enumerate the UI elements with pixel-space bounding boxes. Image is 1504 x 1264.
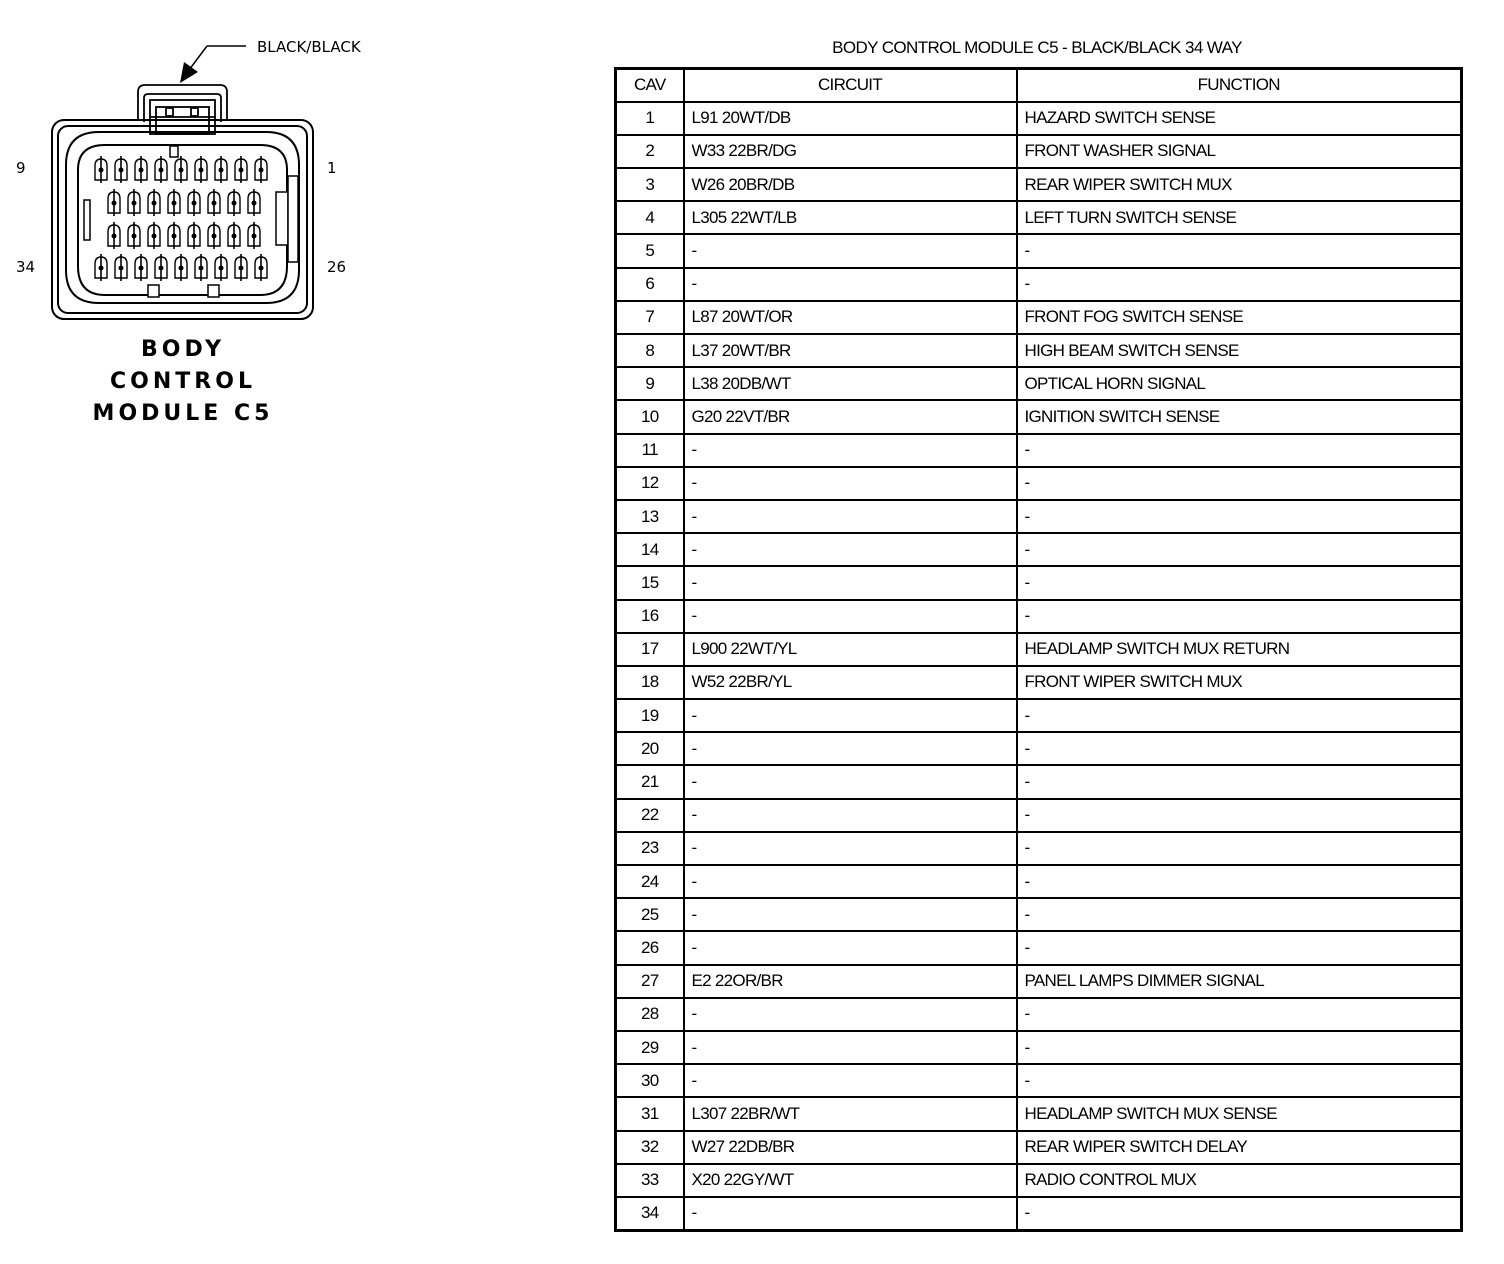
cav-cell: 23 xyxy=(616,832,684,865)
circuit-cell: L91 20WT/DB xyxy=(684,102,1017,135)
function-cell: - xyxy=(1017,1031,1462,1064)
terminal-cavity xyxy=(235,156,247,183)
function-cell: - xyxy=(1017,799,1462,832)
table-row xyxy=(616,1097,1462,1130)
cav-cell: 16 xyxy=(616,600,684,633)
pin-label-bottom-right: 26 xyxy=(327,258,347,276)
function-cell: IGNITION SWITCH SENSE xyxy=(1017,400,1462,433)
function-cell: PANEL LAMPS DIMMER SIGNAL xyxy=(1017,965,1462,998)
table-row xyxy=(616,533,1462,566)
function-cell: - xyxy=(1017,931,1462,964)
table-row xyxy=(616,865,1462,898)
cav-cell: 5 xyxy=(616,234,684,267)
table-row xyxy=(616,201,1462,234)
terminal-cavity xyxy=(195,156,207,183)
cav-cell: 20 xyxy=(616,732,684,765)
function-cell: LEFT TURN SWITCH SENSE xyxy=(1017,201,1462,234)
cav-cell: 10 xyxy=(616,400,684,433)
terminal-cavity xyxy=(168,189,180,216)
callout-arrow-shaft xyxy=(189,46,207,70)
cav-cell: 30 xyxy=(616,1064,684,1097)
circuit-cell: L38 20DB/WT xyxy=(684,367,1017,400)
function-cell: - xyxy=(1017,268,1462,301)
circuit-cell: L87 20WT/OR xyxy=(684,301,1017,334)
terminal-cavity xyxy=(188,189,200,216)
cav-cell: 6 xyxy=(616,268,684,301)
circuit-cell: - xyxy=(684,434,1017,467)
cav-cell: 19 xyxy=(616,699,684,732)
cav-cell: 28 xyxy=(616,998,684,1031)
color-callout-label: BLACK/BLACK xyxy=(257,38,361,56)
terminal-cavity xyxy=(255,156,267,183)
function-cell: REAR WIPER SWITCH MUX xyxy=(1017,168,1462,201)
circuit-cell: - xyxy=(684,799,1017,832)
cav-cell: 18 xyxy=(616,666,684,699)
connector-title xyxy=(60,334,306,430)
pin-label-top-right: 1 xyxy=(327,159,337,177)
circuit-cell: W33 22BR/DG xyxy=(684,135,1017,168)
circuit-cell: W26 20BR/DB xyxy=(684,168,1017,201)
cav-cell: 31 xyxy=(616,1097,684,1130)
table-row xyxy=(616,135,1462,168)
circuit-cell: - xyxy=(684,699,1017,732)
function-cell: HEADLAMP SWITCH MUX SENSE xyxy=(1017,1097,1462,1130)
table-row xyxy=(616,1031,1462,1064)
circuit-cell: L37 20WT/BR xyxy=(684,334,1017,367)
terminal-cavity xyxy=(188,222,200,249)
table-row xyxy=(616,301,1462,334)
table-row xyxy=(616,666,1462,699)
table-row xyxy=(616,765,1462,798)
function-cell: - xyxy=(1017,865,1462,898)
function-cell: - xyxy=(1017,467,1462,500)
table-row xyxy=(616,168,1462,201)
circuit-cell: G20 22VT/BR xyxy=(684,400,1017,433)
terminal-cavity xyxy=(175,156,187,183)
table-row xyxy=(616,1131,1462,1164)
cav-cell: 24 xyxy=(616,865,684,898)
circuit-cell: - xyxy=(684,765,1017,798)
callout-arrowhead xyxy=(180,62,198,83)
cav-cell: 33 xyxy=(616,1164,684,1197)
terminal-cavity xyxy=(115,156,127,183)
circuit-cell: - xyxy=(684,467,1017,500)
terminal-cavity xyxy=(215,156,227,183)
table-row xyxy=(616,400,1462,433)
function-cell: - xyxy=(1017,500,1462,533)
terminal-cavity xyxy=(248,222,260,249)
cav-cell: 34 xyxy=(616,1197,684,1230)
column-header-cav: CAV xyxy=(616,69,684,102)
function-cell: - xyxy=(1017,998,1462,1031)
pinout-table xyxy=(614,67,1463,1232)
terminal-cavity-grid xyxy=(95,156,267,281)
function-cell: - xyxy=(1017,1064,1462,1097)
circuit-cell: - xyxy=(684,533,1017,566)
terminal-cavity xyxy=(168,222,180,249)
terminal-cavity xyxy=(148,222,160,249)
function-cell: - xyxy=(1017,434,1462,467)
function-cell: RADIO CONTROL MUX xyxy=(1017,1164,1462,1197)
terminal-cavity xyxy=(235,254,247,281)
circuit-cell: - xyxy=(684,1031,1017,1064)
cav-cell: 29 xyxy=(616,1031,684,1064)
circuit-cell: - xyxy=(684,1064,1017,1097)
table-row xyxy=(616,998,1462,1031)
function-cell: FRONT WASHER SIGNAL xyxy=(1017,135,1462,168)
circuit-cell: - xyxy=(684,234,1017,267)
cav-cell: 17 xyxy=(616,633,684,666)
circuit-cell: L900 22WT/YL xyxy=(684,633,1017,666)
circuit-cell: - xyxy=(684,566,1017,599)
column-header-circuit: CIRCUIT xyxy=(684,69,1017,102)
table-row xyxy=(616,367,1462,400)
circuit-cell: - xyxy=(684,931,1017,964)
table-row xyxy=(616,334,1462,367)
function-cell: FRONT WIPER SWITCH MUX xyxy=(1017,666,1462,699)
table-row xyxy=(616,600,1462,633)
terminal-cavity xyxy=(128,222,140,249)
terminal-cavity xyxy=(175,254,187,281)
terminal-cavity xyxy=(155,254,167,281)
column-header-function: FUNCTION xyxy=(1017,69,1462,102)
terminal-cavity xyxy=(115,254,127,281)
circuit-cell: E2 22OR/BR xyxy=(684,965,1017,998)
circuit-cell: - xyxy=(684,732,1017,765)
circuit-cell: - xyxy=(684,898,1017,931)
connector-title-line: BODY xyxy=(140,337,226,362)
circuit-cell: - xyxy=(684,998,1017,1031)
terminal-cavity xyxy=(195,254,207,281)
table-row xyxy=(616,434,1462,467)
terminal-cavity xyxy=(208,189,220,216)
table-row xyxy=(616,102,1462,135)
table-row xyxy=(616,898,1462,931)
circuit-cell: L307 22BR/WT xyxy=(684,1097,1017,1130)
function-cell: - xyxy=(1017,234,1462,267)
cav-cell: 21 xyxy=(616,765,684,798)
table-row xyxy=(616,931,1462,964)
table-row xyxy=(616,1064,1462,1097)
circuit-cell: - xyxy=(684,832,1017,865)
cav-cell: 26 xyxy=(616,931,684,964)
table-row xyxy=(616,467,1462,500)
connector-housing xyxy=(52,120,313,319)
terminal-cavity xyxy=(108,222,120,249)
table-row xyxy=(616,799,1462,832)
table-row xyxy=(616,1197,1462,1230)
table-row xyxy=(616,1164,1462,1197)
table-row xyxy=(616,268,1462,301)
terminal-cavity xyxy=(255,254,267,281)
function-cell: HEADLAMP SWITCH MUX RETURN xyxy=(1017,633,1462,666)
function-cell: HIGH BEAM SWITCH SENSE xyxy=(1017,334,1462,367)
table-row xyxy=(616,732,1462,765)
circuit-cell: X20 22GY/WT xyxy=(684,1164,1017,1197)
function-cell: - xyxy=(1017,533,1462,566)
cav-cell: 14 xyxy=(616,533,684,566)
connector-title-line: MODULE C5 xyxy=(92,401,274,426)
circuit-cell: - xyxy=(684,600,1017,633)
circuit-cell: - xyxy=(684,268,1017,301)
cav-cell: 3 xyxy=(616,168,684,201)
pin-label-top-left: 9 xyxy=(16,159,26,177)
cav-cell: 15 xyxy=(616,566,684,599)
circuit-cell: W52 22BR/YL xyxy=(684,666,1017,699)
terminal-cavity xyxy=(228,189,240,216)
terminal-cavity xyxy=(148,189,160,216)
function-cell: HAZARD SWITCH SENSE xyxy=(1017,102,1462,135)
circuit-cell: - xyxy=(684,1197,1017,1230)
terminal-cavity xyxy=(228,222,240,249)
function-cell: - xyxy=(1017,566,1462,599)
terminal-cavity xyxy=(108,189,120,216)
function-cell: FRONT FOG SWITCH SENSE xyxy=(1017,301,1462,334)
cav-cell: 25 xyxy=(616,898,684,931)
table-row xyxy=(616,633,1462,666)
circuit-cell: - xyxy=(684,865,1017,898)
function-cell: - xyxy=(1017,832,1462,865)
circuit-cell: - xyxy=(684,500,1017,533)
terminal-cavity xyxy=(95,254,107,281)
cav-cell: 11 xyxy=(616,434,684,467)
function-cell: - xyxy=(1017,600,1462,633)
table-header-row xyxy=(616,69,1462,102)
terminal-cavity xyxy=(95,156,107,183)
cav-cell: 9 xyxy=(616,367,684,400)
table-row xyxy=(616,566,1462,599)
terminal-cavity xyxy=(215,254,227,281)
pin-label-bottom-left: 34 xyxy=(16,258,36,276)
terminal-cavity xyxy=(155,156,167,183)
circuit-cell: L305 22WT/LB xyxy=(684,201,1017,234)
table-row xyxy=(616,832,1462,865)
cav-cell: 4 xyxy=(616,201,684,234)
cav-cell: 7 xyxy=(616,301,684,334)
table-title: BODY CONTROL MODULE C5 - BLACK/BLACK 34 WAY xyxy=(832,38,1242,57)
cav-cell: 32 xyxy=(616,1131,684,1164)
table-row xyxy=(616,234,1462,267)
terminal-cavity xyxy=(135,254,147,281)
table-row xyxy=(616,699,1462,732)
terminal-cavity xyxy=(248,189,260,216)
function-cell: OPTICAL HORN SIGNAL xyxy=(1017,367,1462,400)
function-cell: - xyxy=(1017,699,1462,732)
table-row xyxy=(616,965,1462,998)
cav-cell: 13 xyxy=(616,500,684,533)
terminal-cavity xyxy=(208,222,220,249)
terminal-cavity xyxy=(135,156,147,183)
cav-cell: 27 xyxy=(616,965,684,998)
circuit-cell: W27 22DB/BR xyxy=(684,1131,1017,1164)
cav-cell: 12 xyxy=(616,467,684,500)
function-cell: REAR WIPER SWITCH DELAY xyxy=(1017,1131,1462,1164)
cav-cell: 22 xyxy=(616,799,684,832)
cav-cell: 8 xyxy=(616,334,684,367)
function-cell: - xyxy=(1017,765,1462,798)
connector-keys xyxy=(84,146,298,297)
function-cell: - xyxy=(1017,732,1462,765)
cav-cell: 1 xyxy=(616,102,684,135)
function-cell: - xyxy=(1017,898,1462,931)
table-row xyxy=(616,500,1462,533)
connector-title-line: CONTROL xyxy=(110,369,256,394)
terminal-cavity xyxy=(128,189,140,216)
function-cell: - xyxy=(1017,1197,1462,1230)
cav-cell: 2 xyxy=(616,135,684,168)
